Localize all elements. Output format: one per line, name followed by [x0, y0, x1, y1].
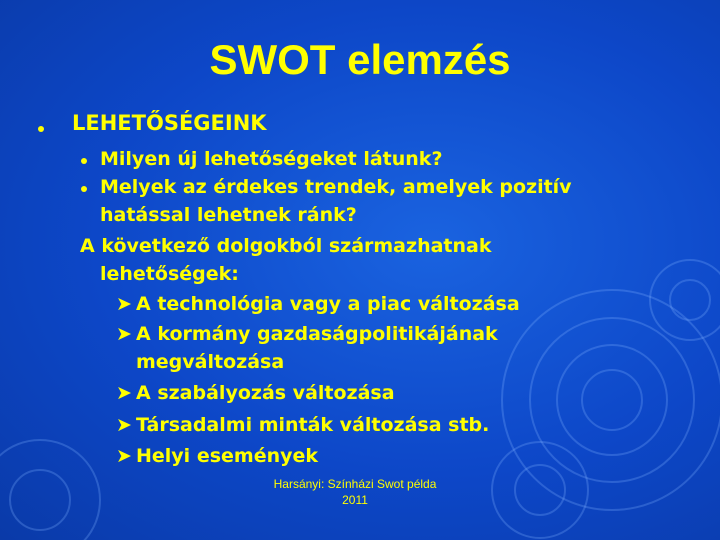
question-line: hatással lehetnek ránk?	[100, 204, 357, 226]
list-item: ➤ A technológia vagy a piac változása	[116, 293, 520, 315]
bullet-icon	[81, 158, 87, 164]
intro-line: lehetőségek:	[100, 263, 239, 285]
list-item: ➤ Helyi események	[116, 445, 319, 467]
slide-title: SWOT elemzés	[209, 36, 511, 83]
list-item: ➤ A kormány gazdaságpolitikájának	[116, 323, 498, 345]
arrow-icon: ➤	[116, 414, 132, 436]
bullet-icon	[38, 126, 44, 132]
question-line: Milyen új lehetőségeket látunk?	[100, 148, 443, 170]
question-line: Melyek az érdekes trendek, amelyek pozitív	[100, 176, 572, 198]
list-item: ➤ A szabályozás változása	[116, 382, 395, 404]
arrow-icon: ➤	[116, 445, 132, 467]
intro-line: A következő dolgokból származhatnak	[80, 235, 492, 257]
bullet-icon	[81, 186, 87, 192]
footer-year: 2011	[342, 493, 368, 507]
slide-footer	[255, 476, 455, 508]
arrow-icon: ➤	[116, 293, 132, 315]
list-item-continuation: megváltozása	[136, 351, 285, 373]
section-heading: LEHETŐSÉGEINK	[72, 111, 267, 135]
arrow-icon: ➤	[116, 382, 132, 404]
footer-caption: Harsányi: Színházi Swot példa	[273, 477, 437, 491]
list-item: ➤ Társadalmi minták változása stb.	[116, 414, 490, 436]
arrow-icon: ➤	[116, 323, 132, 345]
